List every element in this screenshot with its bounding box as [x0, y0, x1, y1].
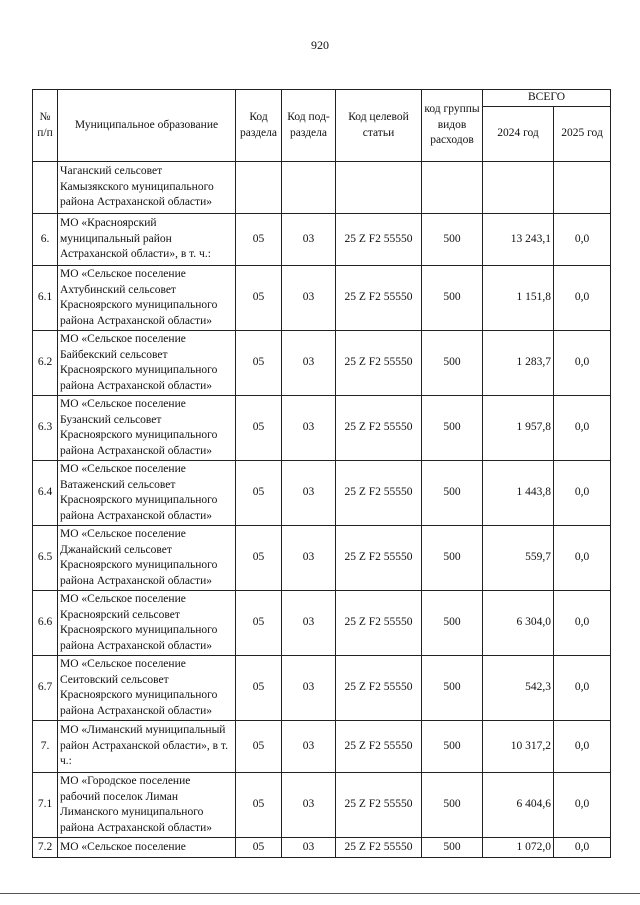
municipality-name: МО «Сельское поселение — [58, 838, 236, 858]
amount-2024: 542,3 — [483, 656, 554, 721]
section-code: 05 — [236, 591, 282, 656]
amount-2025: 0,0 — [554, 331, 611, 396]
expense-group-code: 500 — [422, 331, 483, 396]
amount-2025: 0,0 — [554, 526, 611, 591]
section-code — [236, 162, 282, 214]
amount-2024: 1 443,8 — [483, 461, 554, 526]
section-code: 05 — [236, 721, 282, 773]
subsection-code: 03 — [282, 331, 336, 396]
amount-2025: 0,0 — [554, 461, 611, 526]
target-article-code: 25 Z F2 55550 — [336, 266, 422, 331]
expense-group-code: 500 — [422, 591, 483, 656]
table-row — [33, 396, 611, 461]
amount-2024 — [483, 162, 554, 214]
subsection-code: 03 — [282, 591, 336, 656]
header-name: Муниципальное образование — [58, 90, 236, 162]
target-article-code: 25 Z F2 55550 — [336, 331, 422, 396]
budget-table — [32, 89, 611, 858]
table-row — [33, 461, 611, 526]
header-year-2024: 2024 год — [483, 107, 554, 162]
subsection-code — [282, 162, 336, 214]
table-row — [33, 656, 611, 721]
amount-2025 — [554, 162, 611, 214]
header-group: код группы видов расходов — [422, 90, 483, 162]
table-row — [33, 773, 611, 838]
table-row — [33, 214, 611, 266]
amount-2025: 0,0 — [554, 656, 611, 721]
municipality-name: МО «Городское поселение рабочий поселок Лиман Лиманского муниципального района Астраханской области» — [58, 773, 236, 838]
section-code: 05 — [236, 331, 282, 396]
section-code: 05 — [236, 838, 282, 858]
amount-2024: 1 072,0 — [483, 838, 554, 858]
amount-2025: 0,0 — [554, 266, 611, 331]
municipality-name: МО «Сельское поселение Сеитовский сельсовет Красноярского муниципального района Астраханской области» — [58, 656, 236, 721]
expense-group-code: 500 — [422, 526, 483, 591]
bottom-rule — [0, 893, 640, 894]
expense-group-code: 500 — [422, 214, 483, 266]
municipality-name: Чаганский сельсовет Камызякского муниципального района Астраханской области» — [58, 162, 236, 214]
amount-2024: 1 151,8 — [483, 266, 554, 331]
amount-2024: 1 283,7 — [483, 331, 554, 396]
section-code: 05 — [236, 266, 282, 331]
target-article-code: 25 Z F2 55550 — [336, 591, 422, 656]
table-row — [33, 721, 611, 773]
row-number: 7. — [33, 721, 58, 773]
table-row — [33, 591, 611, 656]
amount-2024: 1 957,8 — [483, 396, 554, 461]
header-section: Код раздела — [236, 90, 282, 162]
municipality-name: МО «Сельское поселение Байбекский сельсовет Красноярского муниципального района Астраханской области» — [58, 331, 236, 396]
row-number: 6.5 — [33, 526, 58, 591]
section-code: 05 — [236, 773, 282, 838]
subsection-code: 03 — [282, 526, 336, 591]
amount-2025: 0,0 — [554, 214, 611, 266]
expense-group-code: 500 — [422, 266, 483, 331]
target-article-code: 25 Z F2 55550 — [336, 214, 422, 266]
row-number: 6.6 — [33, 591, 58, 656]
table-row — [33, 838, 611, 858]
amount-2024: 13 243,1 — [483, 214, 554, 266]
page-number: 920 — [311, 38, 329, 52]
table-row — [33, 162, 611, 214]
section-code: 05 — [236, 214, 282, 266]
subsection-code: 03 — [282, 214, 336, 266]
amount-2025: 0,0 — [554, 591, 611, 656]
row-number — [33, 162, 58, 214]
amount-2024: 6 404,6 — [483, 773, 554, 838]
amount-2025: 0,0 — [554, 838, 611, 858]
amount-2024: 559,7 — [483, 526, 554, 591]
subsection-code: 03 — [282, 266, 336, 331]
subsection-code: 03 — [282, 396, 336, 461]
subsection-code: 03 — [282, 773, 336, 838]
expense-group-code: 500 — [422, 656, 483, 721]
municipality-name: МО «Сельское поселение Ватаженский сельсовет Красноярского муниципального района Астраханской области» — [58, 461, 236, 526]
row-number: 6.7 — [33, 656, 58, 721]
municipality-name: МО «Красноярский муниципальный район Астраханской области», в т. ч.: — [58, 214, 236, 266]
subsection-code: 03 — [282, 656, 336, 721]
row-number: 6.3 — [33, 396, 58, 461]
target-article-code: 25 Z F2 55550 — [336, 396, 422, 461]
subsection-code: 03 — [282, 721, 336, 773]
expense-group-code — [422, 162, 483, 214]
section-code: 05 — [236, 526, 282, 591]
header-subsection: Код под-раздела — [282, 90, 336, 162]
expense-group-code: 500 — [422, 773, 483, 838]
row-number: 7.2 — [33, 838, 58, 858]
header-target: Код целевой статьи — [336, 90, 422, 162]
row-number: 6. — [33, 214, 58, 266]
table-row — [33, 526, 611, 591]
subsection-code: 03 — [282, 461, 336, 526]
municipality-name: МО «Сельское поселение Бузанский сельсовет Красноярского муниципального района Астраханской области» — [58, 396, 236, 461]
row-number: 7.1 — [33, 773, 58, 838]
header-total: ВСЕГО — [483, 90, 611, 107]
header-year-2025: 2025 год — [554, 107, 611, 162]
amount-2025: 0,0 — [554, 396, 611, 461]
amount-2025: 0,0 — [554, 773, 611, 838]
municipality-name: МО «Сельское поселение Красноярский сельсовет Красноярского муниципального района Астраханской области» — [58, 591, 236, 656]
expense-group-code: 500 — [422, 721, 483, 773]
row-number: 6.4 — [33, 461, 58, 526]
municipality-name: МО «Сельское поселение Джанайский сельсовет Красноярского муниципального района Астраханской области» — [58, 526, 236, 591]
section-code: 05 — [236, 396, 282, 461]
subsection-code: 03 — [282, 838, 336, 858]
target-article-code: 25 Z F2 55550 — [336, 721, 422, 773]
expense-group-code: 500 — [422, 396, 483, 461]
row-number: 6.1 — [33, 266, 58, 331]
target-article-code: 25 Z F2 55550 — [336, 838, 422, 858]
header-num: № п/п — [33, 90, 58, 162]
row-number: 6.2 — [33, 331, 58, 396]
amount-2024: 10 317,2 — [483, 721, 554, 773]
target-article-code — [336, 162, 422, 214]
municipality-name: МО «Лиманский муниципальный район Астраханской области», в т. ч.: — [58, 721, 236, 773]
target-article-code: 25 Z F2 55550 — [336, 526, 422, 591]
section-code: 05 — [236, 656, 282, 721]
table-row — [33, 266, 611, 331]
target-article-code: 25 Z F2 55550 — [336, 773, 422, 838]
section-code: 05 — [236, 461, 282, 526]
amount-2025: 0,0 — [554, 721, 611, 773]
expense-group-code: 500 — [422, 838, 483, 858]
table-row — [33, 331, 611, 396]
amount-2024: 6 304,0 — [483, 591, 554, 656]
target-article-code: 25 Z F2 55550 — [336, 656, 422, 721]
municipality-name: МО «Сельское поселение Ахтубинский сельсовет Красноярского муниципального района Астраханской области» — [58, 266, 236, 331]
expense-group-code: 500 — [422, 461, 483, 526]
target-article-code: 25 Z F2 55550 — [336, 461, 422, 526]
